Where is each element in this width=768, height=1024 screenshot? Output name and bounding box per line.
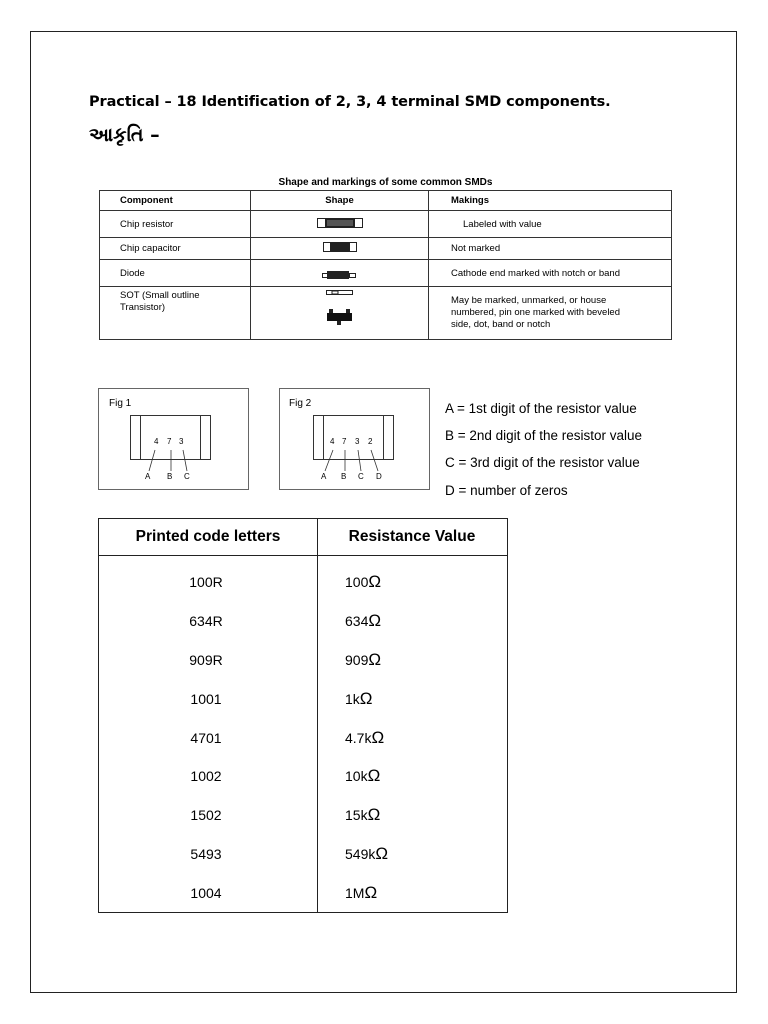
chip-resistor-icon <box>317 218 363 228</box>
digit-label: 2 <box>368 437 373 446</box>
figure-2 <box>279 388 430 490</box>
marking-text: Labeled with value <box>429 211 672 238</box>
letter-label: C <box>358 472 364 481</box>
code-cell: 1001 <box>99 679 318 718</box>
marking-line: side, dot, band or notch <box>451 319 551 330</box>
value-cell <box>318 835 508 874</box>
figure-2-label: Fig 2 <box>289 398 312 409</box>
value-cell <box>318 641 508 680</box>
figure-1 <box>98 388 249 490</box>
value-text: 549k <box>345 845 376 862</box>
marking-text <box>429 287 672 340</box>
header-shape: Shape <box>251 191 429 211</box>
value-text: 100 <box>345 574 369 591</box>
legend-line-d: D = number of zeros <box>445 483 568 498</box>
component-name-line: Transistor) <box>120 302 166 313</box>
marking-line: numbered, pin one marked with beveled <box>451 307 620 318</box>
marking-line: May be marked, unmarked, or house <box>451 295 607 306</box>
code-cell: 5493 <box>99 835 318 874</box>
marking-text: Not marked <box>429 238 672 260</box>
code-cell: 634R <box>99 602 318 641</box>
value-cell <box>318 873 508 912</box>
value-text: 1k <box>345 690 360 707</box>
table-row <box>100 287 672 340</box>
value-text: 4.7k <box>345 729 372 746</box>
table-row <box>99 757 508 796</box>
code-cell: 1004 <box>99 873 318 912</box>
ohm-symbol: Ω <box>368 649 382 669</box>
table-row <box>99 641 508 680</box>
ohm-symbol: Ω <box>375 843 389 863</box>
table-row <box>99 556 508 602</box>
code-cell: 909R <box>99 641 318 680</box>
letter-label: B <box>341 472 347 481</box>
header-component: Component <box>100 191 251 211</box>
ohm-symbol: Ω <box>364 882 378 902</box>
digit-label: 4 <box>330 437 335 446</box>
value-cell <box>318 602 508 641</box>
marking-text: Cathode end marked with notch or band <box>429 260 672 287</box>
table-header-row <box>100 191 672 211</box>
code-cell: 4701 <box>99 718 318 757</box>
value-text: 1M <box>345 884 365 901</box>
diode-shape <box>251 260 429 287</box>
resistor-code-table <box>98 518 508 913</box>
table-header-row <box>99 519 508 556</box>
ohm-symbol: Ω <box>371 727 385 747</box>
letter-label: C <box>184 472 190 481</box>
table-row <box>99 602 508 641</box>
header-markings: Makings <box>429 191 672 211</box>
value-cell <box>318 556 508 602</box>
legend-line-c: C = 3rd digit of the resistor value <box>445 455 640 470</box>
component-name: Diode <box>100 260 251 287</box>
component-name <box>100 287 251 340</box>
smd-shapes-table <box>99 190 672 340</box>
digit-label: 7 <box>167 437 172 446</box>
code-cell: 1002 <box>99 757 318 796</box>
ohm-symbol: Ω <box>367 766 381 786</box>
value-cell <box>318 757 508 796</box>
ohm-symbol: Ω <box>368 611 382 631</box>
legend-line-b: B = 2nd digit of the resistor value <box>445 428 642 443</box>
component-name-line: SOT (Small outline <box>120 290 200 301</box>
smd-table-caption: Shape and markings of some common SMDs <box>278 177 493 188</box>
ohm-symbol: Ω <box>368 572 382 592</box>
letter-label: A <box>321 472 327 481</box>
page-subtitle: આકૃતિ – <box>89 124 160 146</box>
value-cell <box>318 679 508 718</box>
sot-transistor-icon <box>320 287 360 331</box>
value-text: 15k <box>345 807 368 824</box>
table-row <box>100 260 672 287</box>
value-text: 909 <box>345 651 369 668</box>
letter-label: B <box>167 472 173 481</box>
ohm-symbol: Ω <box>359 688 373 708</box>
digit-label: 7 <box>342 437 347 446</box>
table-row <box>99 873 508 912</box>
value-text: 10k <box>345 768 368 785</box>
ohm-symbol: Ω <box>367 805 381 825</box>
letter-label: A <box>145 472 151 481</box>
chip-resistor-shape <box>251 211 429 238</box>
header-resistance-value: Resistance Value <box>318 519 508 556</box>
digit-label: 3 <box>179 437 184 446</box>
value-text: 634 <box>345 613 369 630</box>
legend-line-a: A = 1st digit of the resistor value <box>445 401 637 416</box>
sot-shape <box>251 287 429 340</box>
value-cell <box>318 718 508 757</box>
table-row <box>99 835 508 874</box>
table-row <box>99 679 508 718</box>
chip-capacitor-icon <box>323 242 357 252</box>
component-name: Chip capacitor <box>100 238 251 260</box>
component-name: Chip resistor <box>100 211 251 238</box>
code-cell: 100R <box>99 556 318 602</box>
resistor-fig-1-drawing <box>99 389 248 489</box>
code-cell: 1502 <box>99 796 318 835</box>
table-row <box>99 718 508 757</box>
diode-icon <box>322 270 358 280</box>
page-title: Practical – 18 Identification of 2, 3, 4 terminal SMD components. <box>89 94 611 110</box>
table-row <box>100 238 672 260</box>
table-row <box>100 211 672 238</box>
figure-1-label: Fig 1 <box>109 398 132 409</box>
value-cell <box>318 796 508 835</box>
header-printed-code: Printed code letters <box>99 519 318 556</box>
chip-capacitor-shape <box>251 238 429 260</box>
letter-label: D <box>376 472 382 481</box>
table-row <box>99 796 508 835</box>
digit-label: 4 <box>154 437 159 446</box>
digit-label: 3 <box>355 437 360 446</box>
